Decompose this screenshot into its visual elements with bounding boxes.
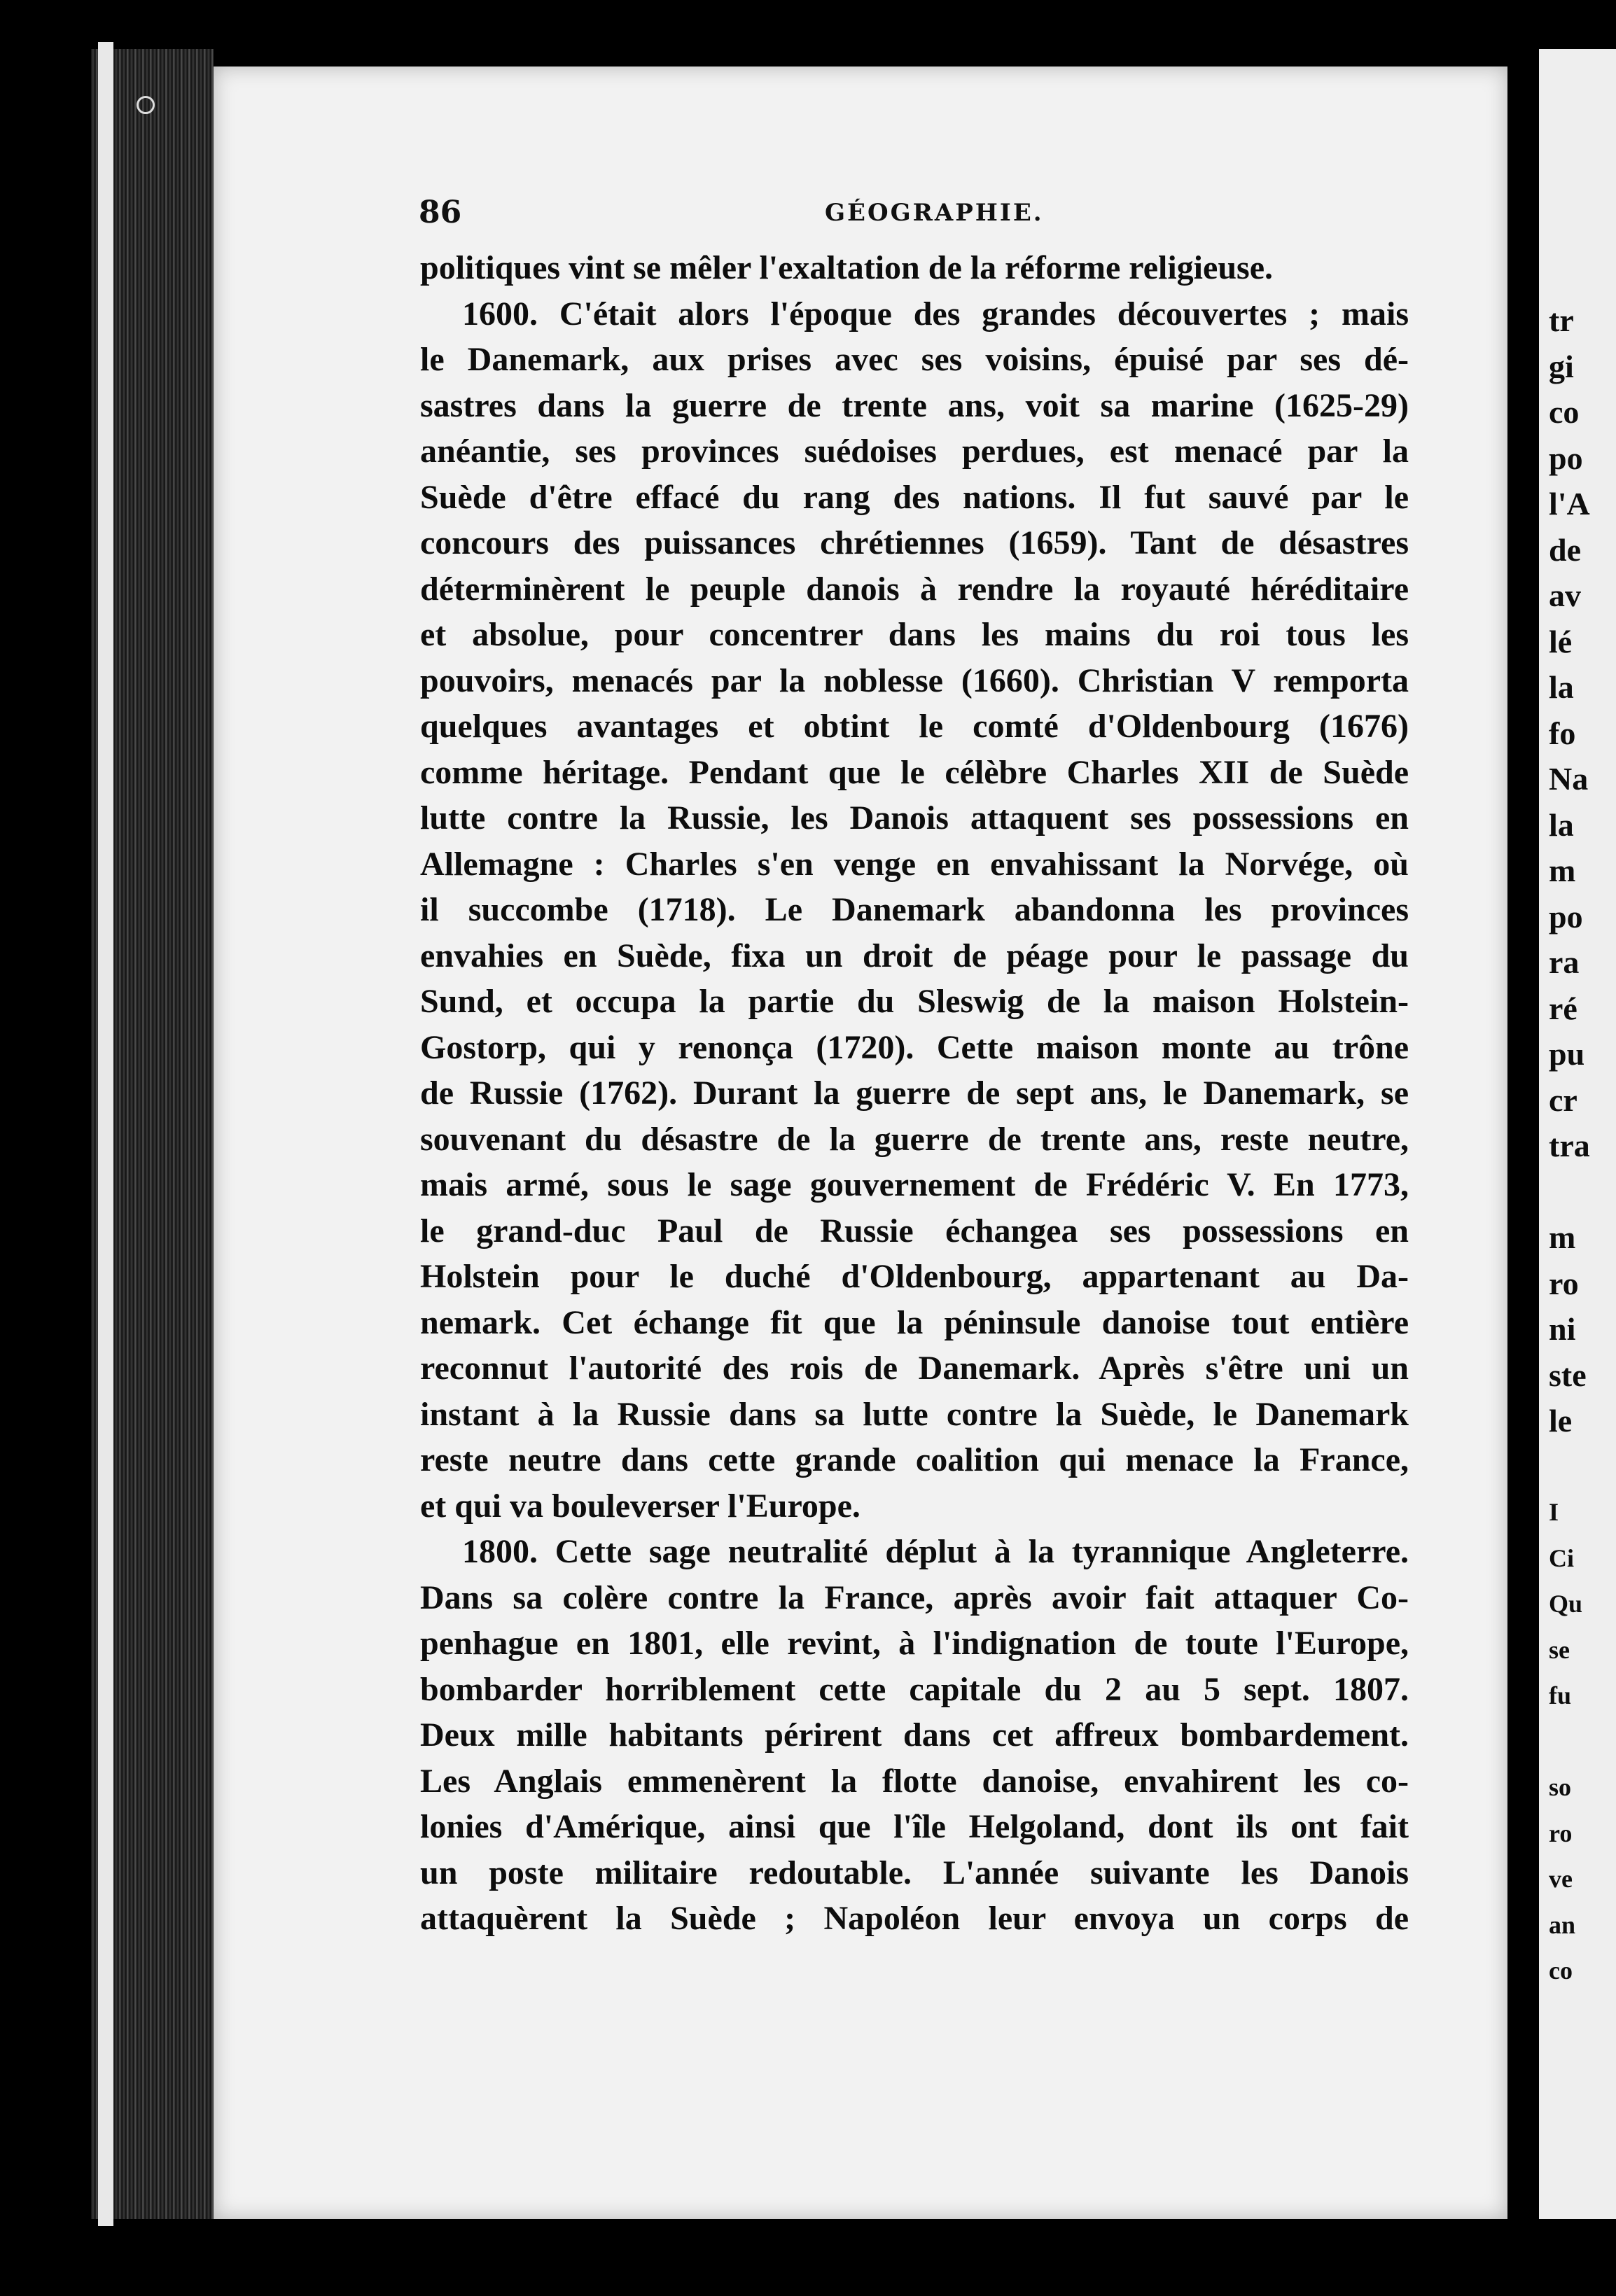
right-page bbox=[1539, 49, 1616, 2219]
right-page-fragment: I bbox=[1549, 1498, 1559, 1526]
right-page-fragment: la bbox=[1549, 669, 1574, 705]
right-page-fragment: ste bbox=[1549, 1357, 1587, 1393]
right-page-fragment: le bbox=[1549, 1403, 1573, 1438]
right-page-fragment: pu bbox=[1549, 1036, 1585, 1072]
text-line: et qui va bouleverser l'Europe. bbox=[420, 1487, 861, 1525]
text-line: Gostorp, qui y renonça (1720). Cette maison monte au trône bbox=[420, 1028, 1409, 1066]
right-page-fragment: Ci bbox=[1549, 1544, 1574, 1572]
running-title: GÉOGRAPHIE. bbox=[825, 199, 1044, 227]
right-page-fragment: co bbox=[1549, 1956, 1573, 1984]
book-edge-highlight bbox=[98, 42, 113, 2226]
right-page-fragment: m bbox=[1549, 853, 1576, 888]
binding-hole bbox=[137, 96, 155, 114]
right-page-fragment: an bbox=[1549, 1910, 1576, 1939]
right-page-fragment: av bbox=[1549, 578, 1581, 613]
text-line: Dans sa colère contre la France, après avoir fait attaquer Co- bbox=[420, 1578, 1409, 1616]
text-line: attaquèrent la Suède ; Napoléon leur envoya un corps de bbox=[420, 1900, 1409, 1937]
text-line: souvenant du désastre de la guerre de trente ans, reste neutre, bbox=[420, 1120, 1409, 1158]
right-page-fragment: fu bbox=[1549, 1681, 1572, 1709]
right-page-fragment: la bbox=[1549, 806, 1574, 843]
text-line: Allemagne : Charles s'en venge en envahissant la Norvége, où bbox=[420, 845, 1409, 883]
text-line: concours des puissances chrétiennes (1659). Tant de désastres bbox=[420, 524, 1409, 561]
text-line: envahies en Suède, fixa un droit de péage pour le passage du bbox=[420, 937, 1409, 974]
text-line: quelques avantages et obtint le comté d'Oldenbourg (1676) bbox=[420, 708, 1409, 745]
page-number: 86 bbox=[419, 195, 462, 230]
right-page-fragment: m bbox=[1549, 1219, 1576, 1255]
right-page-fragment: ro bbox=[1549, 1265, 1579, 1301]
right-page-fragment: ré bbox=[1549, 990, 1577, 1026]
right-page-fragment bbox=[1549, 1444, 1590, 1490]
text-line: anéantie, ses provinces suédoises perdues, est menacé par la bbox=[420, 433, 1409, 470]
text-line: Deux mille habitants périrent dans cet affreux bombardement. bbox=[420, 1716, 1409, 1754]
text-line: le grand-duc Paul de Russie échangea ses possessions en bbox=[420, 1212, 1409, 1250]
right-page-fragment: se bbox=[1549, 1635, 1570, 1664]
text-line: déterminèrent le peuple danois à rendre la royauté héréditaire bbox=[420, 570, 1409, 608]
text-line: penhague en 1801, elle revint, à l'indignation de toute l'Europe, bbox=[420, 1625, 1409, 1662]
right-page-fragment: l'A bbox=[1549, 486, 1590, 522]
text-line: Holstein pour le duché d'Oldenbourg, appartenant au Da- bbox=[420, 1258, 1409, 1295]
right-page-fragment: ro bbox=[1549, 1819, 1573, 1847]
right-page-fragment: po bbox=[1549, 440, 1583, 476]
text-line: 1600. C'était alors l'époque des grandes découvertes ; mais bbox=[462, 295, 1409, 332]
text-line: bombarder horriblement cette capitale du 2 au 5 sept. 1807. bbox=[420, 1670, 1409, 1708]
text-line: de Russie (1762). Durant la guerre de sept ans, le Danemark, se bbox=[420, 1074, 1409, 1112]
right-page-fragment: ni bbox=[1549, 1311, 1576, 1347]
text-line: instant à la Russie dans sa lutte contre la Suède, le Danemark bbox=[420, 1395, 1409, 1433]
text-line: un poste militaire redoutable. L'année suivante les Danois bbox=[420, 1854, 1409, 1891]
right-page-fragment: tr bbox=[1549, 302, 1574, 338]
text-line: pouvoirs, menacés par la noblesse (1660). Christian V remporta bbox=[420, 662, 1409, 699]
body-text bbox=[420, 245, 1409, 1942]
text-line: sastres dans la guerre de trente ans, voit sa marine (1625-29) bbox=[420, 386, 1409, 424]
text-line: 1800. Cette sage neutralité déplut à la tyrannique Angleterre. bbox=[462, 1533, 1409, 1570]
text-line: Sund, et occupa la partie du Sleswig de la maison Holstein- bbox=[420, 983, 1409, 1020]
text-line: et absolue, pour concentrer dans les mains du roi tous les bbox=[420, 616, 1409, 653]
right-page-fragment: so bbox=[1549, 1773, 1572, 1801]
right-page-fragment: ra bbox=[1549, 944, 1580, 980]
right-page-fragment: gi bbox=[1549, 348, 1574, 384]
right-page-text bbox=[1549, 298, 1590, 1994]
right-page-fragment: Qu bbox=[1549, 1590, 1583, 1618]
right-page-fragment: lé bbox=[1549, 623, 1573, 659]
page-header bbox=[419, 195, 1413, 237]
right-page-fragment bbox=[1549, 1169, 1590, 1215]
text-line: comme héritage. Pendant que le célèbre Charles XII de Suède bbox=[420, 753, 1409, 791]
text-line: politiques vint se mêler l'exaltation de la réforme religieuse. bbox=[420, 249, 1273, 286]
book-gutter bbox=[1507, 42, 1539, 2233]
right-page-fragment: ve bbox=[1549, 1865, 1573, 1893]
text-line: le Danemark, aux prises avec ses voisins, épuisé par ses dé- bbox=[420, 341, 1409, 378]
right-page-fragment: fo bbox=[1549, 715, 1576, 751]
text-line: reconnut l'autorité des rois de Danemark. Après s'être uni un bbox=[420, 1350, 1409, 1387]
right-page-fragment: co bbox=[1549, 394, 1580, 430]
text-line: lutte contre la Russie, les Danois attaquent ses possessions en bbox=[420, 799, 1409, 836]
text-line: mais armé, sous le sage gouvernement de Frédéric V. En 1773, bbox=[420, 1166, 1409, 1203]
right-page-fragment bbox=[1549, 1719, 1590, 1765]
text-line: Suède d'être effacé du rang des nations. Il fut sauvé par le bbox=[420, 478, 1409, 516]
right-page-fragment: cr bbox=[1549, 1082, 1577, 1118]
right-page-fragment: Na bbox=[1549, 761, 1589, 797]
text-line: lonies d'Amérique, ainsi que l'île Helgoland, dont ils ont fait bbox=[420, 1808, 1409, 1845]
right-page-fragment: po bbox=[1549, 898, 1583, 934]
right-page-fragment: de bbox=[1549, 531, 1581, 568]
right-page-fragment: tra bbox=[1549, 1128, 1590, 1163]
text-line: nemark. Cet échange fit que la péninsule danoise tout entière bbox=[420, 1303, 1409, 1341]
text-line: reste neutre dans cette grande coalition qui menace la France, bbox=[420, 1441, 1409, 1478]
text-line: Les Anglais emmenèrent la flotte danoise, envahirent les co- bbox=[420, 1762, 1409, 1800]
text-line: il succombe (1718). Le Danemark abandonna les provinces bbox=[420, 891, 1409, 928]
